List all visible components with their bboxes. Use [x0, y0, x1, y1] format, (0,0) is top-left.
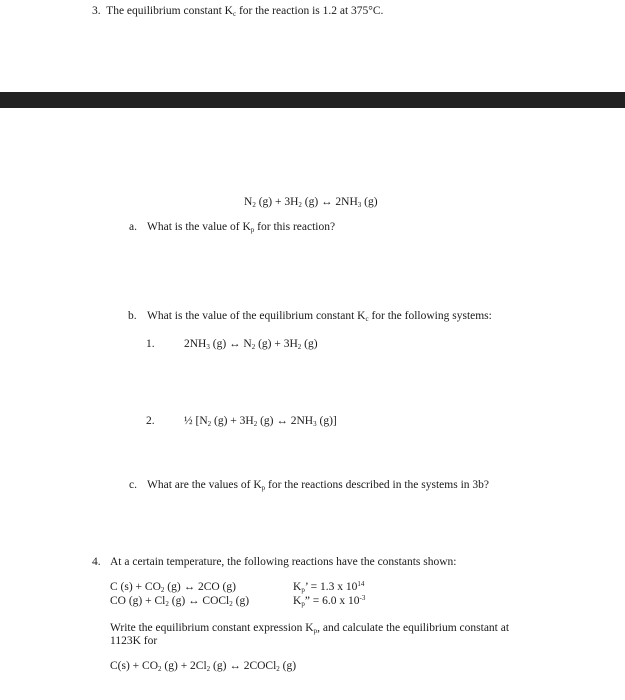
q3b-item1-label: 1. — [146, 338, 155, 350]
q4-reaction-2: CO $(g) + Cl_2$ (g) ↔ COCl$_2$ (g) — [110, 595, 250, 608]
q4-number: 4. — [92, 556, 101, 568]
q3b-label: b. — [128, 310, 137, 322]
q3b-question: What is the value of the equilibrium constant $K_c$ for the following systems: — [147, 310, 492, 323]
q3c-question: What are the values of $K_p$ for the reactions described in the systems in 3b? — [147, 479, 490, 492]
q3a-label: a. — [129, 221, 137, 233]
q4-reaction-1: C $(s) + CO_2$ (g) ↔ 2CO (g) — [110, 581, 236, 594]
q3-main-reaction: $N_2$ $(g) + 3H_2$ (g) ↔ $2NH_3$ (g) — [244, 196, 378, 209]
q4-constant-1: $K_p$’ = 1.3 x $10^{14}$ — [293, 580, 365, 594]
q3a-question: What is the value of $K_p$ for this reaction? — [147, 221, 336, 234]
q3c-label: c. — [129, 479, 137, 491]
q4-final-reaction: $C(s) + CO_2$ $(g) + 2Cl_2$ (g) ↔ 2COCl$_2$ (g) — [110, 660, 297, 673]
q3b-item2-reaction: ½ [$N_2$ $(g) + 3H_2$ (g) ↔ $2NH_3$ (g)] — [184, 415, 337, 428]
q3-heading: 3. The equilibrium constant $K_c$ for the reaction is 1.2 at 375°C. — [92, 5, 384, 18]
q4-prompt: At a certain temperature, the following reactions have the constants shown: — [110, 556, 457, 568]
q3-number: 3. — [92, 5, 101, 17]
q3b-item1-reaction: $2NH_3$ (g) ↔ $N_2$ $(g) + 3H_2$ (g) — [184, 338, 318, 351]
redaction-bar — [0, 92, 625, 108]
q4-constant-2: $K_p$” = 6.0 x $10^{-3}$ — [293, 594, 366, 608]
q4-instruction-line2: 1123K for — [110, 635, 158, 647]
q3b-item2-label: 2. — [146, 415, 155, 427]
q4-instruction: Write the equilibrium constant expression $K_p$, and calculate the equilibrium constant at — [110, 622, 510, 635]
